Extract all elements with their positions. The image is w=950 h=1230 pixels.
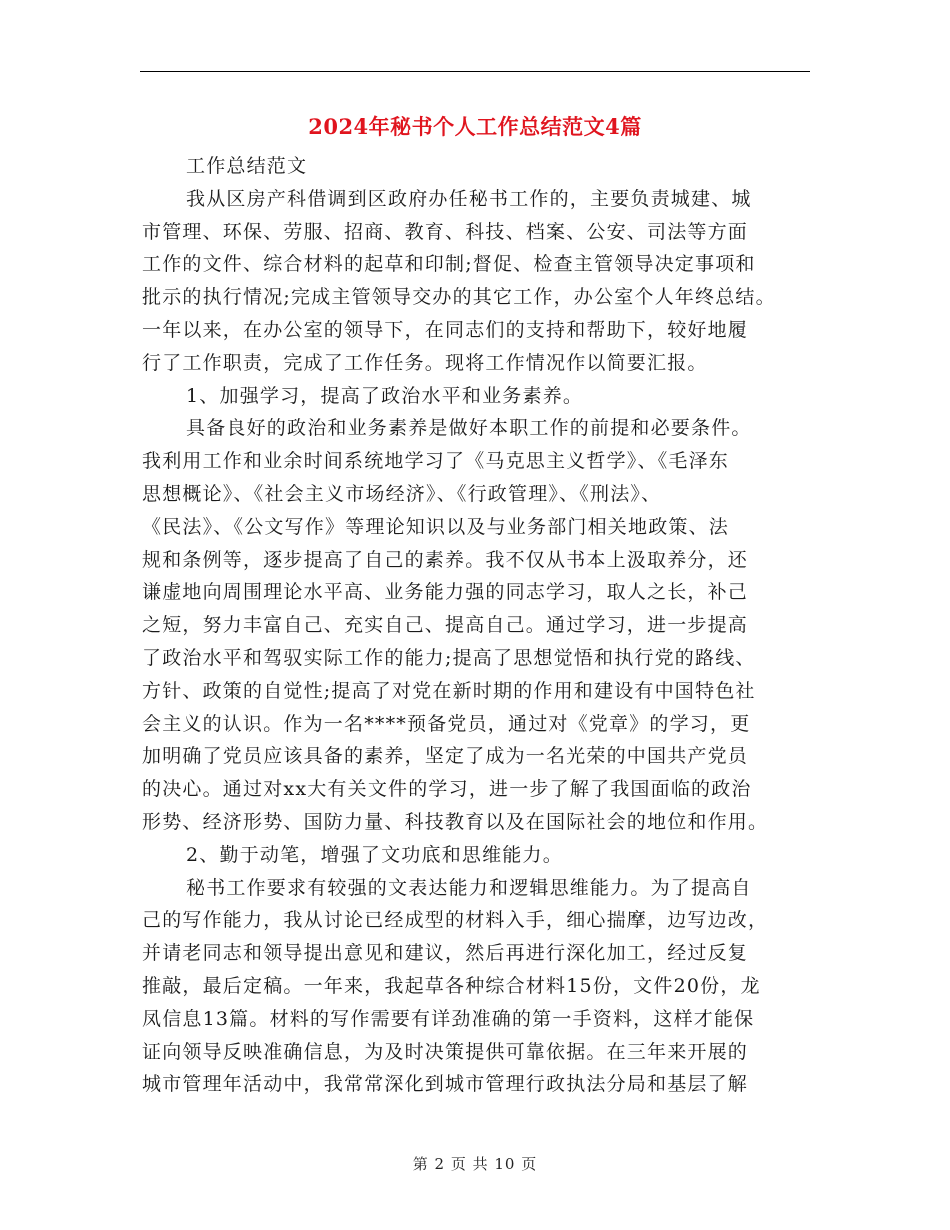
paragraph-line: 《民法》、《公文写作》等理论知识以及与业务部门相关地政策、法: [142, 515, 730, 538]
page-number-footer: 第 2 页 共 10 页: [412, 1155, 538, 1173]
paragraph-line: 谦虚地向周围理论水平高、业务能力强的同志学习，取人之长，补己: [142, 581, 749, 604]
paragraph-line: 思想概论》、《社会主义市场经济》、《行政管理》、《刑法》、: [142, 482, 662, 505]
section-heading: 2、勤于动笔，增强了文功底和思维能力。: [186, 843, 563, 866]
paragraph-line: 我从区房产科借调到区政府办任秘书工作的，主要负责城建、城: [186, 187, 752, 210]
paragraph-line: 规和条例等，逐步提高了自己的素养。我不仅从书本上汲取养分，还: [142, 548, 749, 571]
paragraph-line: 一年以来，在办公室的领导下，在同志们的支持和帮助下，较好地履: [142, 318, 749, 341]
paragraph-line: 推敲，最后定稿。一年来，我起草各种综合材料15份，文件20份，龙: [142, 974, 761, 997]
paragraph-line: 市管理、环保、劳服、招商、教育、科技、档案、公安、司法等方面: [142, 220, 749, 243]
paragraph-line: 加明确了党员应该具备的素养，坚定了成为一名光荣的中国共产党员: [142, 745, 749, 768]
paragraph-line: 了政治水平和驾驭实际工作的能力;提高了思想觉悟和执行党的路线、: [142, 646, 756, 669]
paragraph-line: 秘书工作要求有较强的文表达能力和逻辑思维能力。为了提高自: [186, 876, 752, 899]
paragraph-line: 己的写作能力，我从讨论已经成型的材料入手，细心揣摩，边写边改，: [142, 909, 769, 932]
paragraph-line: 并请老同志和领导提出意见和建议，然后再进行深化加工，经过反复: [142, 942, 749, 965]
header-rule: [140, 71, 810, 72]
paragraph-line: 会主义的认识。作为一名****预备党员，通过对《党章》的学习，更: [142, 712, 751, 735]
paragraph-line: 凤信息13篇。材料的写作需要有详劲准确的第一手资料，这样才能保: [142, 1007, 755, 1030]
paragraph-line: 方针、政策的自觉性;提高了对党在新时期的作用和建设有中国特色社: [142, 679, 756, 702]
paragraph-line: 城市管理年活动中，我常常深化到城市管理行政执法分局和基层了解: [142, 1073, 749, 1096]
paragraph-line: 证向领导反映准确信息，为及时决策提供可靠依据。在三年来开展的: [142, 1040, 749, 1063]
paragraph-line: 我利用工作和业余时间系统地学习了《马克思主义哲学》、《毛泽东: [142, 450, 730, 473]
paragraph-line: 具备良好的政治和业务素养是做好本职工作的前提和必要条件。: [186, 417, 752, 440]
paragraph-line: 批示的执行情况;完成主管领导交办的其它工作，办公室个人年终总结。: [142, 286, 776, 309]
document-title: 2024年秘书个人工作总结范文4篇: [308, 114, 642, 139]
paragraph-line: 形势、经济形势、国防力量、科技教育以及在国际社会的地位和作用。: [142, 810, 769, 833]
paragraph-line: 工作总结范文: [186, 155, 308, 177]
document-body: [142, 150, 810, 1101]
paragraph-line: 的决心。通过对xx大有关文件的学习，进一步了解了我国面临的政治: [142, 778, 752, 801]
paragraph-line: 工作的文件、综合材料的起草和印制;督促、检查主管领导决定事项和: [142, 253, 756, 276]
section-heading: 1、加强学习，提高了政治水平和业务素养。: [186, 384, 584, 407]
paragraph-line: 行了工作职责，完成了工作任务。现将工作情况作以简要汇报。: [142, 351, 708, 374]
paragraph-line: 之短，努力丰富自己、充实自己、提高自己。通过学习，进一步提高: [142, 614, 749, 637]
